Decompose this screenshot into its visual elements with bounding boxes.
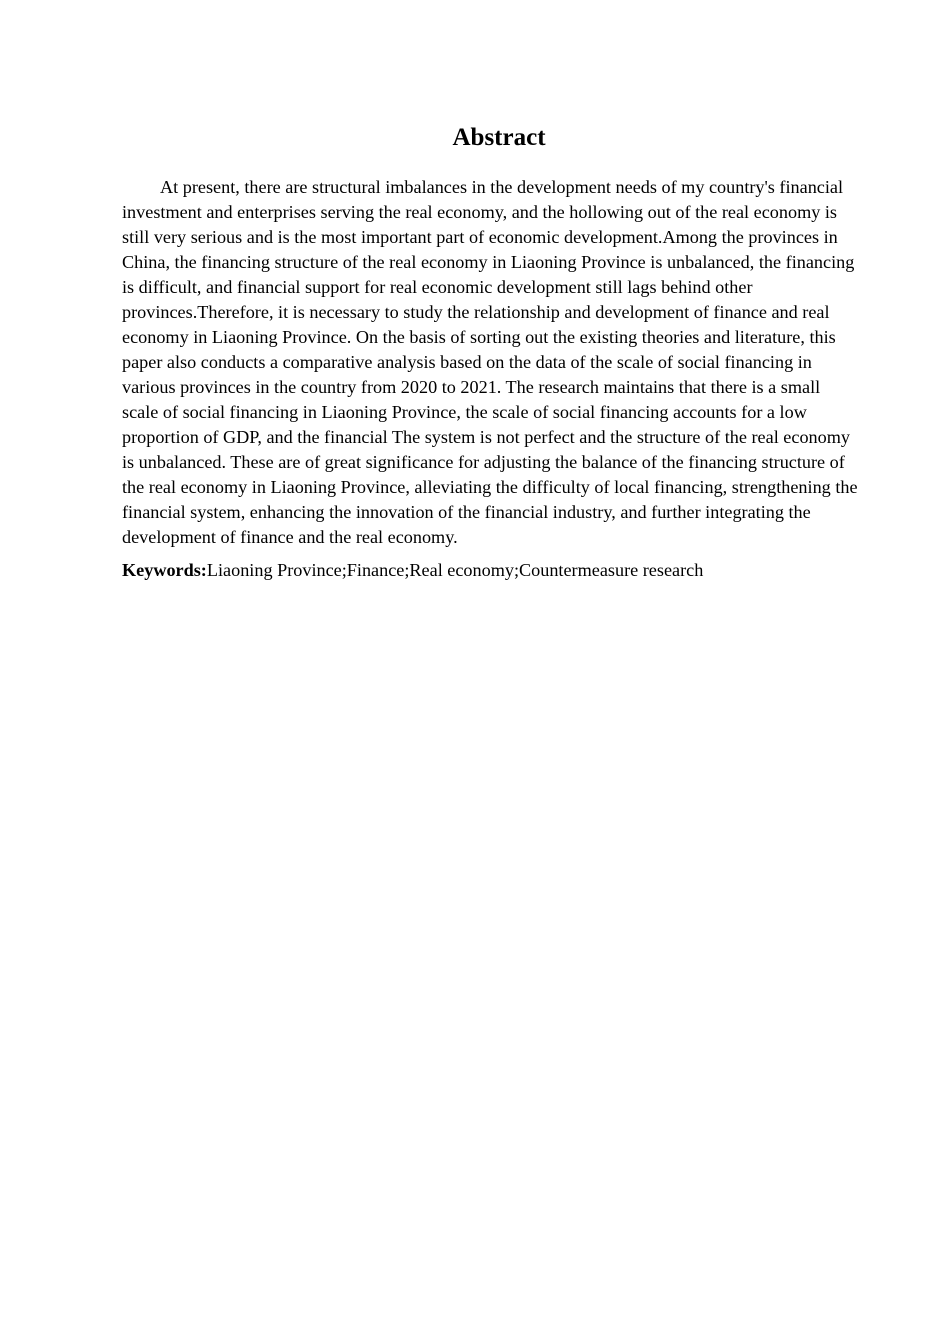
keywords-line — [122, 558, 860, 583]
keywords-value: Liaoning Province;Finance;Real economy;Countermeasure research — [206, 560, 704, 580]
abstract-section — [122, 120, 860, 583]
keywords-label: Keywords: — [122, 560, 207, 580]
abstract-paragraph: At present, there are structural imbalances in the development needs of my country's financial investment and enterprises serving the real economy, and the hollowing out of the real economy is still very serious and is the most important part of economic development.Among the provinces in China, the financing structure of the real economy in Liaoning Province is unbalanced, the financing is difficult, and financial support for real economic development still lags behind other provinces.Therefore, it is necessary to study the relationship and development of finance and real economy in Liaoning Province. On the basis of sorting out the existing theories and literature, this paper also conducts a comparative analysis based on the data of the scale of social financing in various provinces in the country from 2020 to 2021. The research maintains that there is a small scale of social financing in Liaoning Province, the scale of social financing accounts for a low proportion of GDP, and the financial The system is not perfect and the structure of the real economy is unbalanced. These are of great significance for adjusting the balance of the financing structure of the real economy in Liaoning Province, alleviating the difficulty of local financing, strengthening the financial system, enhancing the innovation of the financial industry, and further integrating the development of finance and the real economy. — [122, 177, 858, 547]
abstract-title: Abstract — [452, 124, 546, 151]
